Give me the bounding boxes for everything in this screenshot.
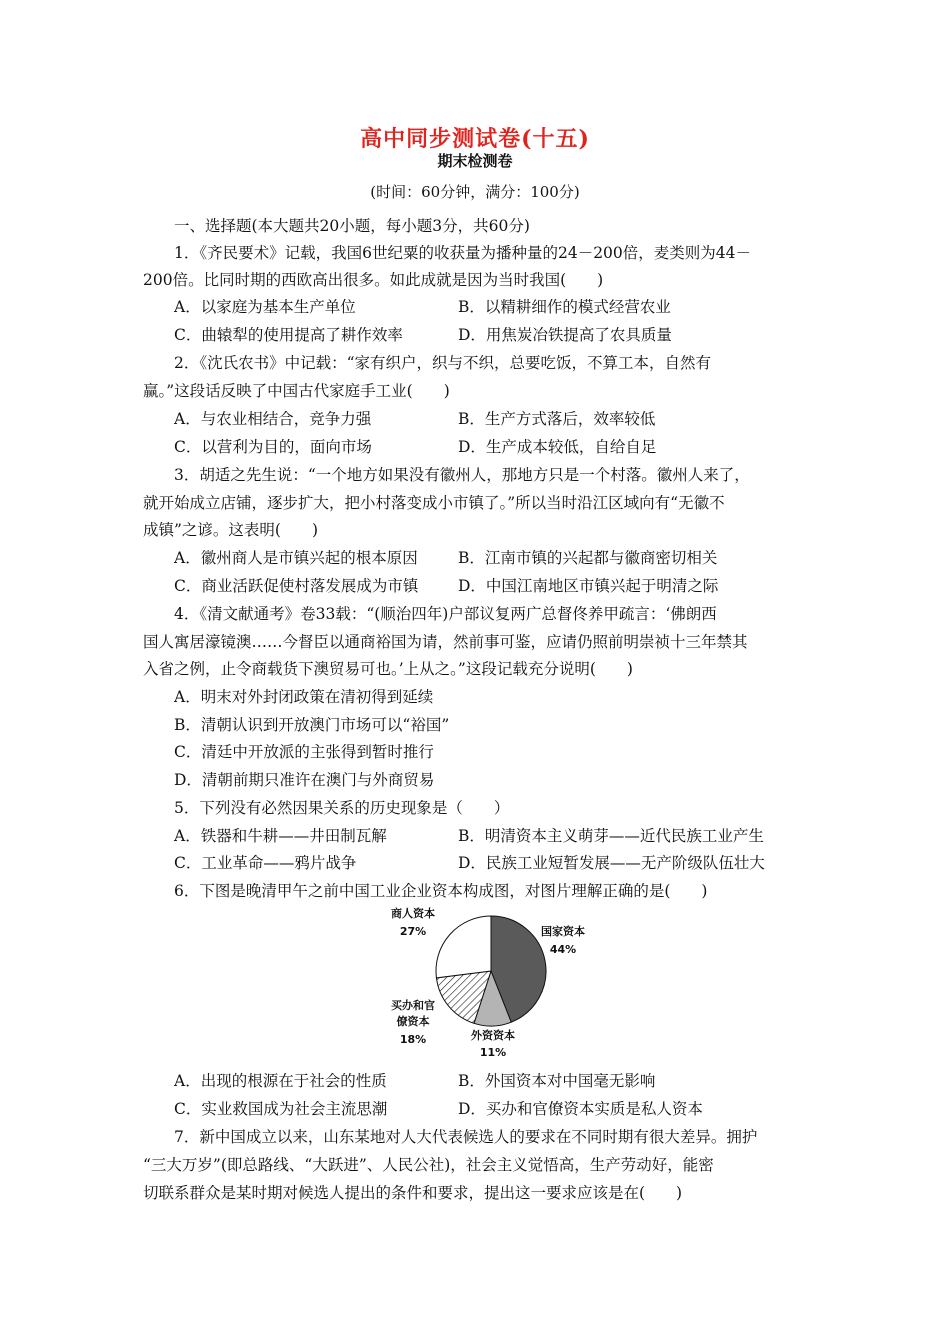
- section-heading: 一、选择题(本大题共20小题，每小题3分，共60分): [174, 217, 530, 235]
- q4-stem-line1: 4．《清文献通考》卷33载：“(顺治四年)户部议复两广总督佟养甲疏言：‘佛朗西: [174, 605, 717, 623]
- label-state-capital: 国家资本: [541, 925, 585, 938]
- q1-option-d: D．用焦炭冶铁提高了农具质量: [458, 326, 672, 344]
- q2-option-d: D．生产成本较低，自给自足: [458, 438, 657, 456]
- q5-option-a: A．铁器和牛耕——井田制瓦解: [174, 827, 387, 845]
- q5-option-c: C．工业革命——鸦片战争: [174, 854, 357, 872]
- label-comprador-capital-line2: 僚资本: [396, 1015, 430, 1028]
- value-foreign-capital: 11%: [479, 1046, 507, 1059]
- q4-option-a: A．明末对外封闭政策在清初得到延续: [174, 688, 434, 706]
- value-state-capital: 44%: [549, 943, 577, 956]
- q1-stem-line1: 1．《齐民要术》记载，我国6世纪粟的收获量为播种量的24－200倍，麦类则为44－: [174, 244, 752, 262]
- time-info: (时间：60分钟，满分：100分): [370, 183, 580, 201]
- exam-subtitle: 期末检测卷: [437, 152, 513, 170]
- q2-stem-line1: 2．《沈氏农书》中记载：“家有织户，织与不织，总要吃饭，不算工本，自然有: [174, 354, 712, 372]
- q4-stem-line2: 国人寓居濠镜澳……今督臣以通商裕国为请，然前事可鉴，应请仍照前明崇祯十三年禁其: [143, 633, 748, 651]
- q6-option-c: C．实业救国成为社会主流思潮: [174, 1100, 388, 1118]
- q3-stem-line3: 成镇”之谚。这表明( ): [143, 521, 319, 539]
- exam-title: 高中同步测试卷(十五): [360, 126, 590, 152]
- q7-stem-line2: “三大万岁”(即总路线、“大跃进”、人民公社)，社会主义觉悟高，生产劳动好，能密: [143, 1156, 714, 1174]
- q5-option-b: B．明清资本主义萌芽——近代民族工业产生: [458, 827, 764, 845]
- q2-option-c: C．以营利为目的，面向市场: [174, 438, 372, 456]
- q3-option-a: A．徽州商人是市镇兴起的根本原因: [174, 549, 418, 567]
- q4-option-d: D．清朝前期只准许在澳门与外商贸易: [174, 771, 435, 789]
- q6-stem-line1: 6．下图是晚清甲午之前中国工业企业资本构成图，对图片理解正确的是( ): [174, 882, 708, 900]
- q2-stem-line2: 赢。”这段话反映了中国古代家庭手工业( ): [143, 382, 450, 400]
- value-comprador-capital: 18%: [399, 1033, 427, 1046]
- q7-stem-line3: 切联系群众是某时期对候选人提出的条件和要求，提出这一要求应该是在( ): [143, 1184, 683, 1202]
- label-merchant-capital: 商人资本: [391, 907, 435, 920]
- value-merchant-capital: 27%: [399, 925, 427, 938]
- q1-option-a: A．以家庭为基本生产单位: [174, 298, 356, 316]
- label-foreign-capital: 外资资本: [471, 1029, 515, 1042]
- q7-stem-line1: 7．新中国成立以来，山东某地对人大代表候选人的要求在不同时期有很大差异。拥护: [174, 1128, 758, 1146]
- q3-stem-line2: 就开始成立店铺，逐步扩大，把小村落变成小市镇了。”所以当时沿江区域向有“无徽不: [143, 494, 725, 512]
- q3-option-c: C．商业活跃促使村落发展成为市镇: [174, 577, 419, 595]
- q6-option-b: B．外国资本对中国毫无影响: [458, 1072, 656, 1090]
- q5-option-d: D．民族工业短暂发展——无产阶级队伍壮大: [458, 854, 765, 872]
- capital-composition-pie-chart: [365, 903, 605, 1063]
- q4-stem-line3: 入省之例，止令商载货下澳贸易可也。’上从之。”这段记载充分说明( ): [143, 660, 633, 678]
- q1-option-b: B．以精耕细作的模式经营农业: [458, 298, 671, 316]
- pie-slice-3: [436, 916, 491, 978]
- q6-option-d: D．买办和官僚资本实质是私人资本: [458, 1100, 703, 1118]
- q1-stem-line2: 200倍。比同时期的西欧高出很多。如此成就是因为当时我国( ): [143, 271, 604, 289]
- q4-option-c: C．清廷中开放派的主张得到暂时推行: [174, 743, 434, 761]
- label-comprador-capital-line1: 买办和官: [391, 999, 435, 1012]
- q1-option-c: C．曲辕犁的使用提高了耕作效率: [174, 326, 403, 344]
- q3-stem-line1: 3．胡适之先生说：“一个地方如果没有徽州人，那地方只是一个村落。徽州人来了，: [174, 466, 750, 484]
- q2-option-a: A．与农业相结合，竞争力强: [174, 410, 372, 428]
- q3-option-d: D．中国江南地区市镇兴起于明清之际: [458, 577, 719, 595]
- q4-option-b: B．清朝认识到开放澳门市场可以“裕国”: [174, 716, 450, 734]
- q6-option-a: A．出现的根源在于社会的性质: [174, 1072, 387, 1090]
- q5-stem-line1: 5．下列没有必然因果关系的历史现象是（ ）: [174, 799, 510, 817]
- q3-option-b: B．江南市镇的兴起都与徽商密切相关: [458, 549, 718, 567]
- q2-option-b: B．生产方式落后，效率较低: [458, 410, 656, 428]
